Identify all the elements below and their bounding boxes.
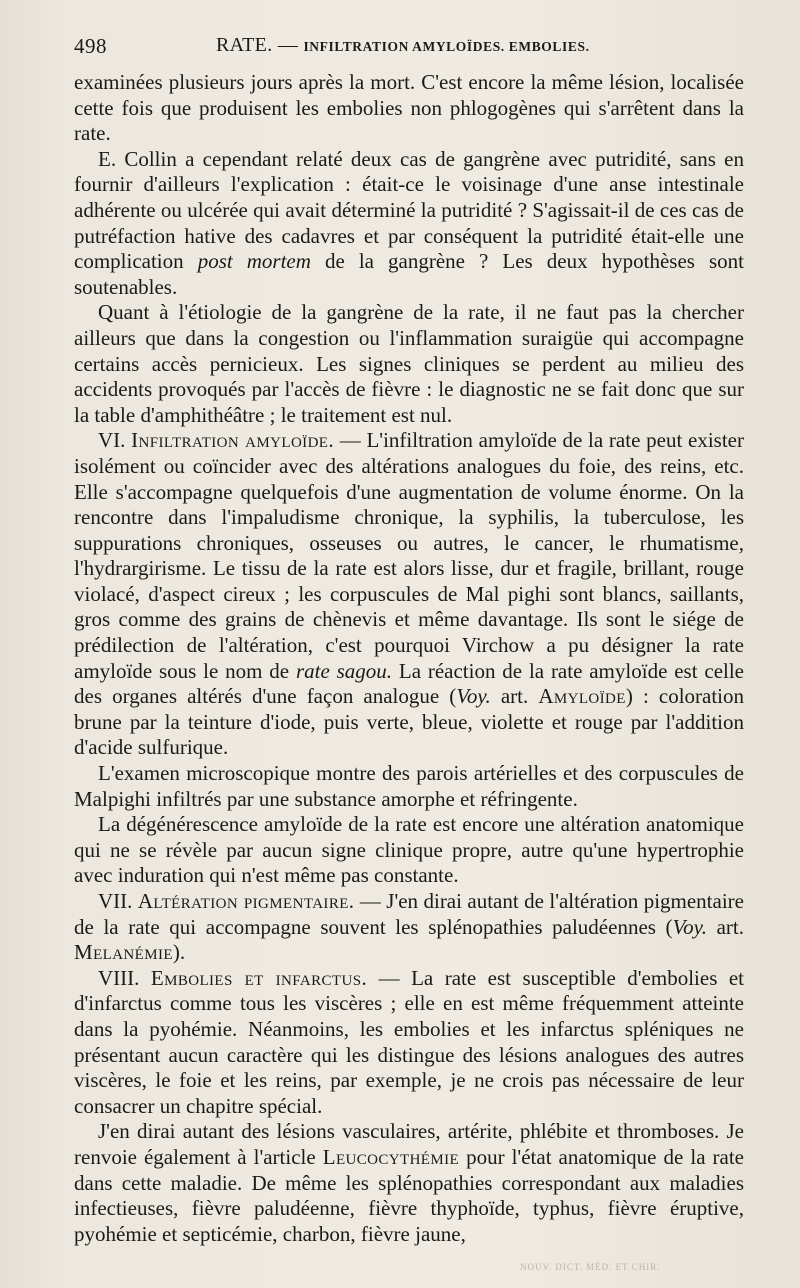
section-vii-text-c: ). — [172, 940, 186, 965]
section-vii-text-b: art. — [706, 914, 745, 939]
paragraph-9-text-a: J'en dirai autant des lésions vasculaires, artérite, phlébite et thromboses. Je renvoie également à l'article — [74, 1119, 744, 1169]
section-vi-heading: Infiltration amyloïde. — [131, 428, 335, 453]
section-vi-number: VI. — [98, 428, 132, 453]
section-vi-crossref: Amyloïde — [538, 684, 626, 709]
body-text — [74, 70, 744, 1247]
paragraph-6-text: La dégénérescence amyloïde de la rate est encore une altération anatomique qui ne se révèle par aucun signe clinique propre, autre qu'une hypertrophie avec induration qui n'est même pas constante. — [74, 812, 744, 888]
paragraph-5 — [74, 761, 744, 812]
page-number: 498 — [74, 34, 107, 58]
paragraph-2-text-a: E. Collin a cependant relaté deux cas de gangrène avec putridité, sans en fournir d'ailleurs l'explication : était-ce le voisinage d'une anse intestinale adhérente ou ulcérée qui avait déterminé la putridité ? S'agissait-il de ces cas de putréfaction hative des cadavres et par conséquent la putridité était-elle une complication — [74, 146, 744, 274]
paragraph-1-text: examinées plusieurs jours après la mort. C'est encore la même lésion, localisée cette fois que produisent les embolies non phlogogènes qui s'arrêtent dans la rate. — [74, 70, 744, 146]
paragraph-6 — [74, 812, 744, 889]
paragraph-3-text: Quant à l'étiologie de la gangrène de la rate, il ne faut pas la chercher ailleurs que dans la congestion ou l'inflammation suraigüe qui accompagne certains accès pernicieux. Les signes cliniques se perdent au milieu des accidents provoqués par l'accès de fièvre : le diagnostic ne se fait donc que sur la table d'amphithéâtre ; le traitement est nul. — [74, 300, 744, 427]
page-header — [74, 34, 746, 64]
section-vi-italic-2: Voy. — [456, 684, 491, 709]
paragraph-9-text-b: pour l'état anatomique de la rate dans cette maladie. De même les splénopathies correspondant aux maladies infectieuses, fièvre paludéenne, fièvre thyphoïde, typhus, fièvre éruptive, pyohémie et septicémie, charbon, fièvre jaune, — [74, 1144, 744, 1246]
section-vi-italic-1: rate sagou. — [295, 658, 393, 683]
bleed-through-footer: NOUV. DICT. MÉD. ET CHIR. — [520, 1262, 661, 1272]
section-vii-italic: Voy. — [672, 914, 707, 939]
section-vi-text-b: La réaction de la rate amyloïde est celle des organes altérés d'une façon analogue ( — [74, 658, 745, 709]
running-head-dash: — — [277, 34, 299, 56]
section-vi-text-d: ) : coloration brune par la teinture d'iode, puis verte, bleue, violette et rouge par l'addition d'acide sulfurique. — [74, 684, 745, 760]
section-viii-text: — La rate est susceptible d'embolies et d'infarctus comme tous les viscères ; elle en est même fréquemment atteinte dans la pyohémie. Néanmoins, les embolies et les infarctus spléniques ne présentant aucun caractère qui les distingue des lésions analogues des autres viscères, le foie et les reins, par exemple, je ne crois pas nécessaire de leur consacrer un chapitre spécial. — [74, 965, 744, 1118]
paragraph-2 — [74, 147, 744, 301]
paragraph-2-italic: post mortem — [197, 249, 311, 274]
running-head — [216, 34, 590, 57]
paragraph-2-text-b: de la gangrène ? Les deux hypothèses sont soutenables. — [74, 249, 744, 299]
section-viii-number: VIII. — [98, 965, 151, 990]
section-vi-text-a: — L'infiltration amyloïde de la rate peut exister isolément ou coïncider avec des altérations analogues du foie, des reins, etc. Elle s'accompagne quelquefois d'une augmentation de volume énorme. On la rencontre dans l'impaludisme chronique, la syphilis, la tuberculose, les suppurations chroniques, osseuses ou autres, le cancer, le rhumatisme, l'hydrargirisme. Le tissu de la rate est alors lisse, dur et fragile, brillant, rouge violacé, d'aspect cireux ; les corpuscules de Mal pighi sont blancs, saillants, gros comme des grains de chènevis et même davantage. Ils sont le siége de prédilection de l'altération, c'est pourquoi Virchow a pu désigner la rate amyloïde sous le nom de — [74, 428, 744, 683]
running-head-rest: INFILTRATION AMYLOÏDES. EMBOLIES. — [303, 39, 590, 54]
section-vii-text-a: — J'en dirai autant de l'altération pigmentaire de la rate qui accompagne souvent les splénopathies paludéennes ( — [74, 889, 744, 939]
paragraph-3 — [74, 300, 744, 428]
section-viii-paragraph — [74, 966, 744, 1120]
section-vi-text-c: art. — [490, 684, 539, 709]
paragraph-5-text: L'examen microscopique montre des parois artérielles et des corpuscules de Malpighi infiltrés par une substance amorphe et réfringente. — [74, 761, 744, 811]
section-vii-crossref: Melanémie — [74, 940, 173, 965]
section-vi-paragraph — [74, 428, 744, 761]
section-viii-heading: Embolies et infarctus. — [150, 965, 368, 990]
section-vii-heading: Altération pigmentaire. — [137, 889, 355, 913]
section-vii-paragraph — [74, 889, 744, 966]
section-vii-number: VII. — [98, 889, 138, 913]
paragraph-9 — [74, 1119, 744, 1247]
running-head-main: RATE. — [216, 34, 273, 56]
paragraph-1 — [74, 70, 744, 147]
paragraph-9-crossref: Leucocythémie — [322, 1144, 460, 1169]
